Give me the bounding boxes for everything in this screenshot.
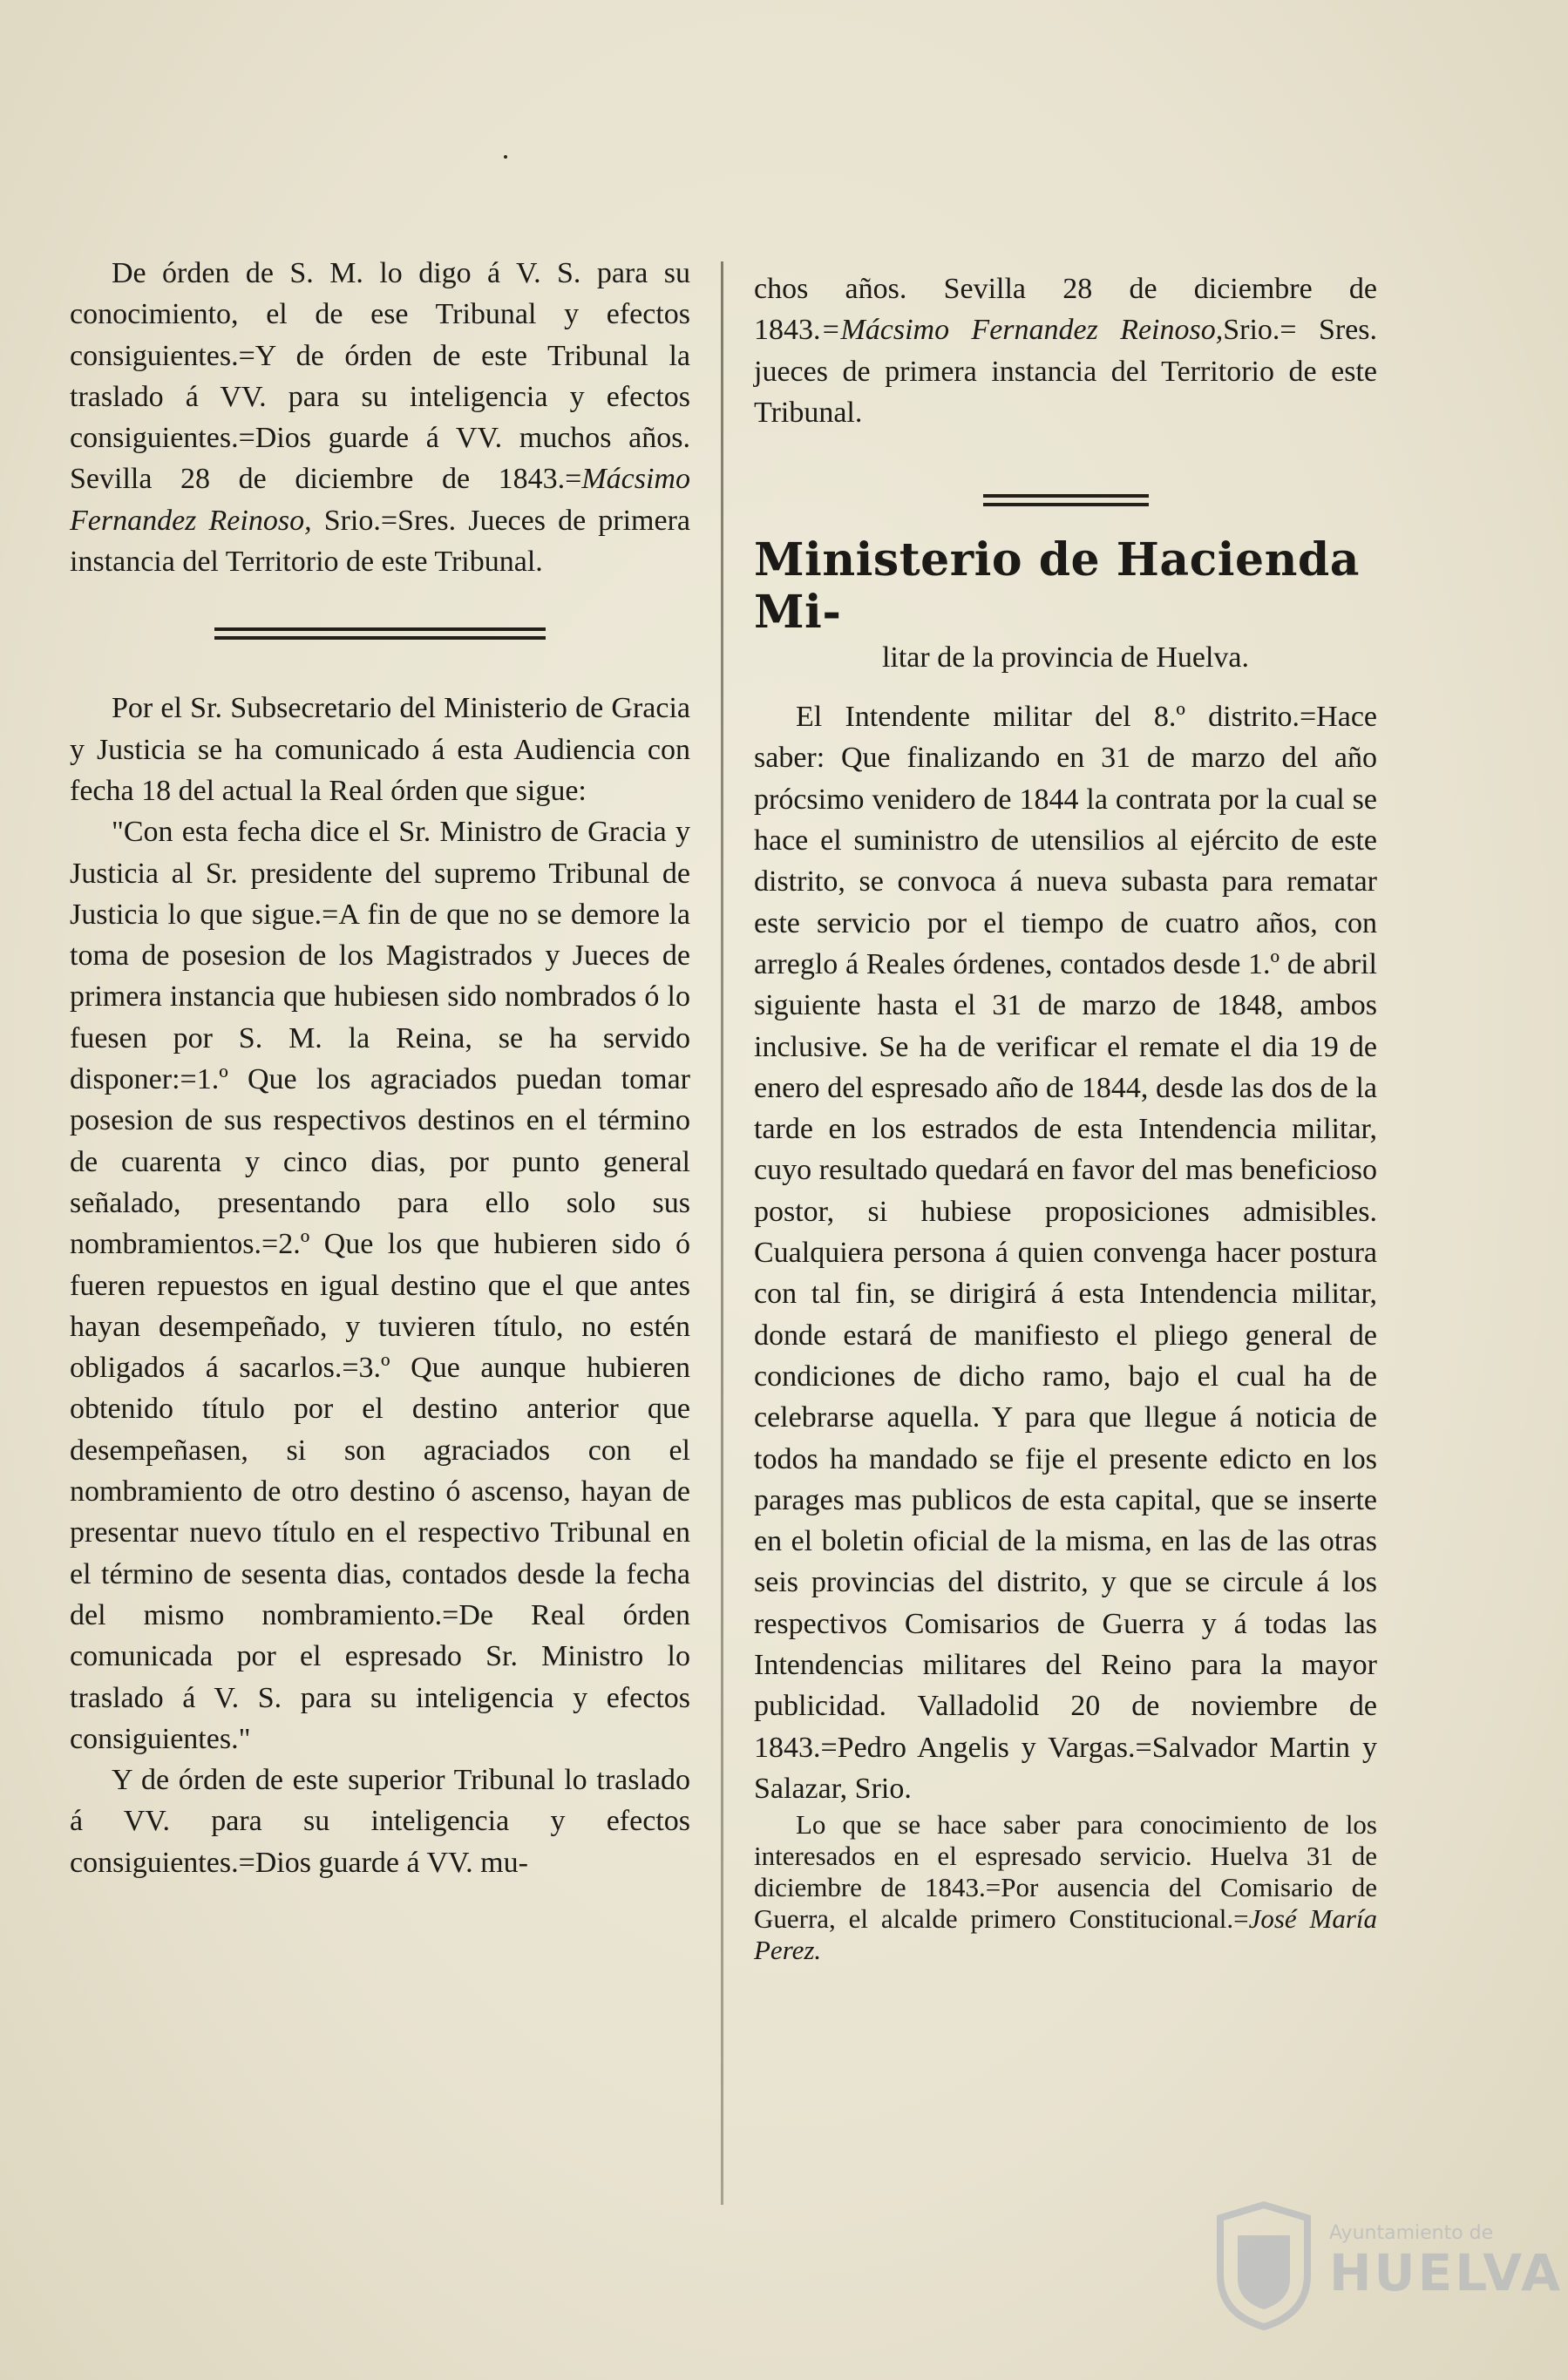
left-signer-name: Mácsimo Fernandez Reinoso,	[70, 463, 690, 537]
right-paragraph-2: El Intendente militar del 8.º distrito.=Hace saber: Que finalizando en 31 de marzo del año prócsimo venidero de 1844 la contrata por la cual se hace el suministro de utensilios al ejército de este distrito, se convoca á nueva subasta para rematar este servicio por el tiempo de cuatro años, con arreglo á Reales órdenes, contados desde 1.º de abril siguiente hasta el 31 de marzo de 1848, ambos inclusive. Se ha de verificar el remate el dia 19 de enero del espresado año de 1844, desde las dos de la tarde en los estrados de esta Intendencia militar, cuyo resultado quedará en favor del mas beneficioso postor, si hubiese proposiciones admisibles. Cualquiera persona á quien convenga hacer postura con tal fin, se dirigirá á esta Intendencia militar, donde estará de manifiesto el pliego general de condiciones de dicho ramo, bajo el cual ha de celebrarse aquella. Y para que llegue á noticia de todos ha mandado se fije el presente edicto en los parages mas publicos de esta capital, que se inserte en el boletin oficial de la misma, en las de las otras seis provincias del distrito, y que se circule á los respectivos Comisarios de Guerra y á todas las Intendencias militares del Reino para la mayor publicidad. Valladolid 20 de noviembre de 1843.=Pedro Angelis y Vargas.=Salvador Martin y Salazar, Srio.	[754, 701, 1377, 1805]
left-paragraph-1-text: De órden de S. M. lo digo á V. S. para su conocimiento, el de ese Tribunal y efectos consiguientes.=Y de órden de este Tribunal la traslado á VV. para su inteligencia y efectos consiguientes.=Dios guarde á VV. muchos años. Sevilla 28 de diciembre de 1843.=	[70, 257, 690, 496]
left-paragraph-1-tail: Srio.=Sres. Jueces de primera instancia del Territorio de este Tribunal.	[70, 504, 691, 579]
right-paragraph-1-text: chos años. Sevilla 28 de diciembre de 1843.	[754, 273, 1377, 347]
watermark-line-2: HUELVA	[1329, 2243, 1564, 2302]
archive-watermark	[1203, 2196, 1564, 2336]
ink-speck	[504, 155, 507, 159]
left-column	[70, 253, 690, 1883]
left-paragraph-2: Por el Sr. Subsecretario del Ministerio de Gracia y Justicia se ha comunicado á esta Audiencia con fecha 18 del actual la Real órden que sigue:	[70, 692, 690, 807]
left-paragraph-3: "Con esta fecha dice el Sr. Ministro de Gracia y Justicia al Sr. presidente del supremo Tribunal de Justicia lo que sigue.=A fin de que no se demore la toma de posesion de los Magistrados y Jueces de primera instancia que hubiesen sido nombrados ó lo fuesen por S. M. la Reina, se ha servido disponer:=1.º Que los agraciados puedan tomar posesion de sus respectivos destinos en el término de cuarenta y cinco dias, por punto general señalado, presentando para ello solo sus nombramientos.=2.º Que los que hubieren sido ó fueren repuestos en igual destino que el que antes hayan desempeñado, y tuvieren título, no estén obligados á sacarlos.=3.º Que aunque hubieren obtenido título por el destino anterior que desempeñasen, si son agraciados con el nombramiento de otro destino ó ascenso, hayan de presentar nuevo título en el respectivo Tribunal en el término de sesenta dias, contados desde la fecha del mismo nombramiento.=De Real órden comunicada por el espresado Sr. Ministro lo traslado á V. S. para su inteligencia y efectos consiguientes."	[70, 816, 690, 1755]
city-seal-icon	[1212, 2200, 1316, 2331]
closing-signer-name: José María Perez.	[754, 1903, 1378, 1966]
right-paragraph-3	[754, 1809, 1377, 1966]
watermark-line-1: Ayuntamiento de	[1329, 2222, 1494, 2244]
section-divider-left	[214, 627, 546, 640]
right-signer-name: =Mácsimo Fernandez Reinoso,	[820, 314, 1224, 347]
section-subheading: litar de la provincia de Huelva.	[881, 641, 1250, 675]
right-paragraph-1	[754, 268, 1377, 433]
right-column	[754, 268, 1377, 1966]
right-paragraph-1-tail: Srio.= Sres. jueces de primera instancia del Territorio de este Tribunal.	[754, 314, 1378, 429]
right-paragraph-3-text: Lo que se hace saber para conocimiento de los interesados en el espresado servicio. Huelva 31 de diciembre de 1843.=Por ausencia del Comisario de Guerra, el alcalde primero Constitucional.=	[754, 1809, 1377, 1935]
section-divider-right	[983, 494, 1149, 506]
section-heading: Ministerio de Hacienda Mi-	[754, 533, 1360, 640]
watermark-text	[1329, 2222, 1563, 2301]
left-paragraph-4: Y de órden de este superior Tribunal lo traslado á VV. para su inteligencia y efectos consiguientes.=Dios guarde á VV. mu-	[70, 1764, 690, 1879]
left-paragraph-1	[70, 253, 690, 582]
column-divider	[721, 261, 723, 2205]
